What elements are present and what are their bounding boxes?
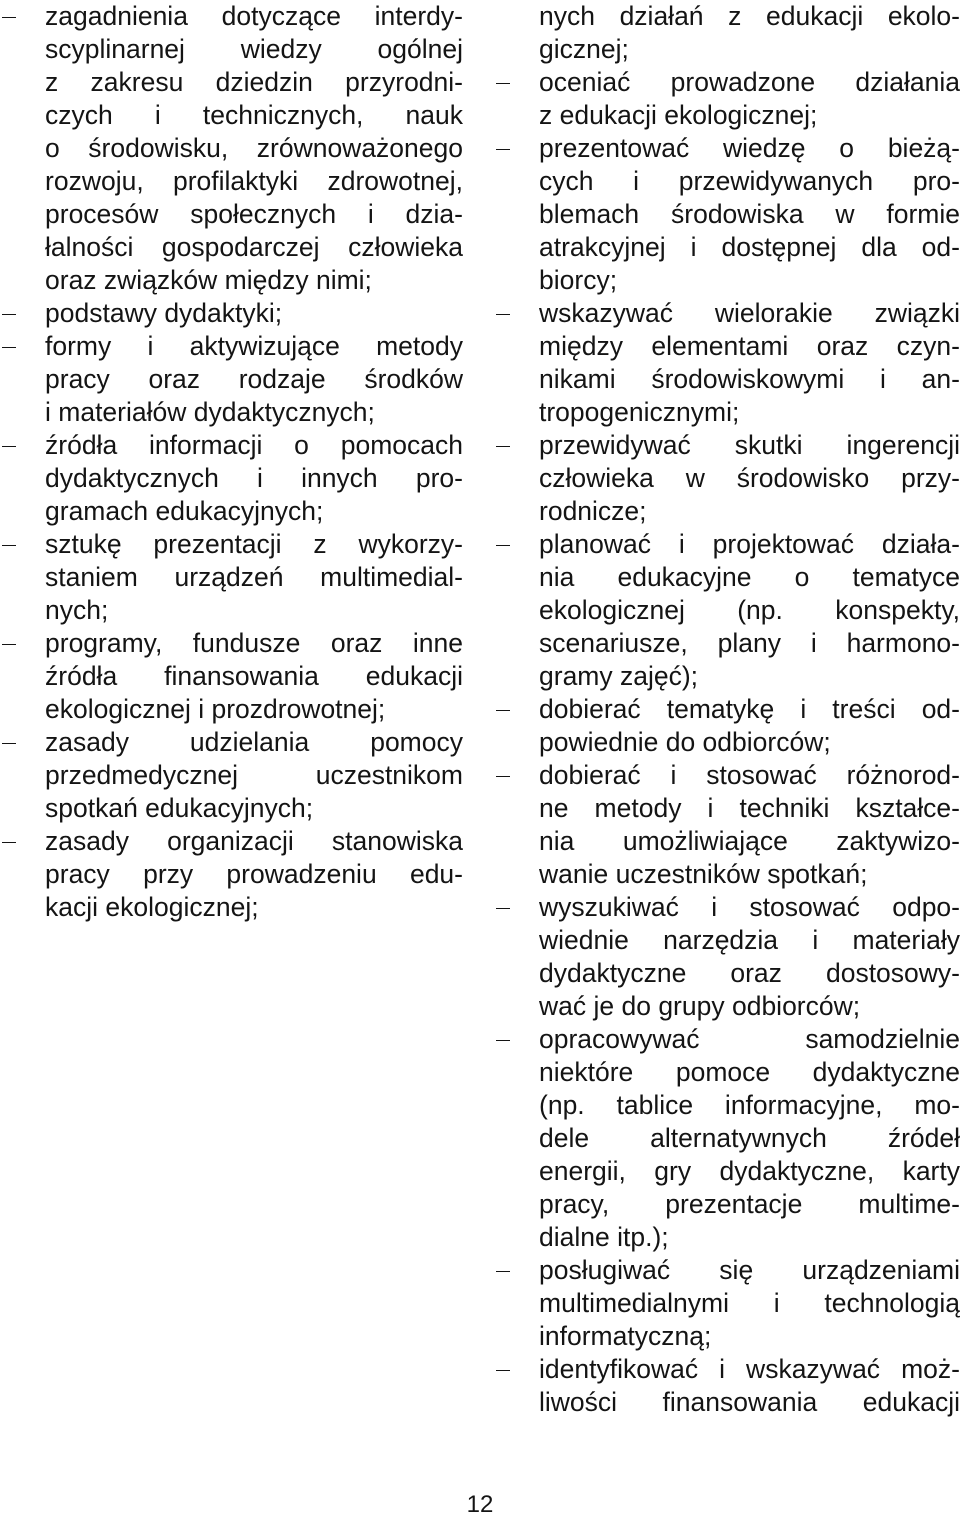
text-line: pracy przy prowadzeniu edu- — [45, 859, 463, 889]
text-line: energii, gry dydaktyczne, karty — [539, 1156, 960, 1186]
text-line: przewidywać skutki ingerencji — [539, 430, 960, 460]
text-line: wskazywać wielorakie związki — [539, 298, 960, 328]
text-line: zasady udzielania pomocy — [45, 727, 463, 757]
text-line: źródła finansowania edukacji — [45, 661, 463, 691]
text-line: identyfikować i wskazywać moż- — [539, 1354, 960, 1384]
text-line: prezentować wiedzę o bieżą- — [539, 133, 960, 163]
text-line: staniem urządzeń multimedial- — [45, 562, 463, 592]
text-line: dydaktyczne oraz dostosowy- — [539, 958, 960, 988]
dash-bullet — [496, 545, 510, 546]
text-line: procesów społecznych i dzia- — [45, 199, 463, 229]
list-item — [0, 0, 463, 297]
text-line: gicznej; — [539, 34, 629, 64]
text-line: źródła informacji o pomocach — [45, 430, 463, 460]
text-line: wać je do grupy odbiorców; — [539, 991, 861, 1021]
text-line: ekologicznej (np. konspekty, — [539, 595, 960, 625]
text-line: zagadnienia dotyczące interdy- — [45, 1, 463, 31]
text-line: pracy, prezentacje multime- — [539, 1189, 960, 1219]
text-line: nia edukacyjne o tematyce — [539, 562, 960, 592]
text-line: podstawy dydaktyki; — [45, 298, 283, 328]
dash-bullet — [496, 1040, 510, 1041]
text-line: człowieka w środowisko przy- — [539, 463, 960, 493]
text-line: czych i technicznych, nauk — [45, 100, 463, 130]
dash-bullet — [2, 842, 16, 843]
text-line: dobierać tematykę i treści od- — [539, 694, 960, 724]
text-line: z edukacji ekologicznej; — [539, 100, 818, 130]
list-item — [494, 429, 960, 528]
text-line: wyszukiwać i stosować odpo- — [539, 892, 960, 922]
dash-bullet — [496, 314, 510, 315]
dash-bullet — [2, 17, 16, 18]
dash-bullet — [496, 149, 510, 150]
list-item — [494, 1023, 960, 1254]
text-line: nia umożliwiające zaktywizo- — [539, 826, 960, 856]
text-line: liwości finansowania edukacji — [539, 1387, 960, 1417]
text-line: łalności gospodarczej człowieka — [45, 232, 463, 262]
text-line: pracy oraz rodzaje środków — [45, 364, 463, 394]
text-line: cych i przewidywanych pro- — [539, 166, 960, 196]
text-line: gramy zajęć); — [539, 661, 699, 691]
text-line: gramach edukacyjnych; — [45, 496, 324, 526]
text-line: nikami środowiskowymi i an- — [539, 364, 960, 394]
text-line: dialne itp.); — [539, 1222, 669, 1252]
text-line: między elementami oraz czyn- — [539, 331, 960, 361]
text-line: przedmedycznej uczestnikom — [45, 760, 463, 790]
text-line: wanie uczestników spotkań; — [539, 859, 868, 889]
list-item — [0, 825, 463, 924]
text-line: tropogenicznymi; — [539, 397, 740, 427]
text-line: sztukę prezentacji z wykorzy- — [45, 529, 463, 559]
dash-bullet — [2, 545, 16, 546]
dash-bullet — [496, 83, 510, 84]
list-item — [494, 297, 960, 429]
text-line: nych; — [45, 595, 109, 625]
list-item — [494, 693, 960, 759]
text-line: rodnicze; — [539, 496, 647, 526]
list-item — [0, 726, 463, 825]
dash-bullet — [2, 446, 16, 447]
text-line: oraz związków między nimi; — [45, 265, 372, 295]
list-item — [494, 1353, 960, 1419]
text-line: atrakcyjnej i dostępnej dla od- — [539, 232, 960, 262]
text-line: posługiwać się urządzeniami — [539, 1255, 960, 1285]
text-line: dele alternatywnych źródeł — [539, 1123, 960, 1153]
text-line: ne metody i techniki kształce- — [539, 793, 960, 823]
list-item — [494, 528, 960, 693]
text-line: formy i aktywizujące metody — [45, 331, 463, 361]
text-line: zasady organizacji stanowiska — [45, 826, 463, 856]
dash-bullet — [496, 776, 510, 777]
list-item — [0, 297, 463, 330]
text-line: scenariusze, plany i harmono- — [539, 628, 960, 658]
list-item — [494, 1254, 960, 1353]
list-item — [0, 429, 463, 528]
text-line: scyplinarnej wiedzy ogólnej — [45, 34, 463, 64]
text-line: nych działań z edukacji ekolo- — [539, 1, 960, 31]
dash-bullet — [2, 347, 16, 348]
text-line: opracowywać samodzielnie — [539, 1024, 960, 1054]
text-line: biorcy; — [539, 265, 618, 295]
text-line: dobierać i stosować różnorod- — [539, 760, 960, 790]
dash-bullet — [2, 314, 16, 315]
list-item — [494, 759, 960, 891]
text-line: kacji ekologicznej; — [45, 892, 259, 922]
list-item — [0, 528, 463, 627]
text-line: z zakresu dziedzin przyrodni- — [45, 67, 463, 97]
list-item — [494, 891, 960, 1023]
text-line: wiednie narzędzia i materiały — [539, 925, 960, 955]
text-line: i materiałów dydaktycznych; — [45, 397, 375, 427]
page-number: 12 — [466, 1491, 494, 1518]
text-line: o środowisku, zrównoważonego — [45, 133, 463, 163]
text-line: planować i projektować działa- — [539, 529, 960, 559]
continuation-item — [494, 0, 960, 66]
dash-bullet — [496, 908, 510, 909]
list-item — [0, 330, 463, 429]
text-line: oceniać prowadzone działania — [539, 67, 960, 97]
text-line: niektóre pomoce dydaktyczne — [539, 1057, 960, 1087]
text-line: informatyczną; — [539, 1321, 712, 1351]
list-item — [0, 627, 463, 726]
text-line: (np. tablice informacyjne, mo- — [539, 1090, 960, 1120]
text-line: dydaktycznych i innych pro- — [45, 463, 463, 493]
text-line: programy, fundusze oraz inne — [45, 628, 463, 658]
dash-bullet — [496, 1370, 510, 1371]
list-item — [494, 66, 960, 132]
list-item — [494, 132, 960, 297]
dash-bullet — [496, 1271, 510, 1272]
text-line: powiednie do odbiorców; — [539, 727, 831, 757]
text-line: spotkań edukacyjnych; — [45, 793, 314, 823]
text-line: multimedialnymi i technologią — [539, 1288, 960, 1318]
dash-bullet — [496, 446, 510, 447]
right-column — [494, 0, 960, 1419]
left-column — [0, 0, 463, 924]
dash-bullet — [2, 644, 16, 645]
text-line: rozwoju, profilaktyki zdrowotnej, — [45, 166, 463, 196]
dash-bullet — [2, 743, 16, 744]
text-line: blemach środowiska w formie — [539, 199, 960, 229]
text-line: ekologicznej i prozdrowotnej; — [45, 694, 386, 724]
dash-bullet — [496, 710, 510, 711]
